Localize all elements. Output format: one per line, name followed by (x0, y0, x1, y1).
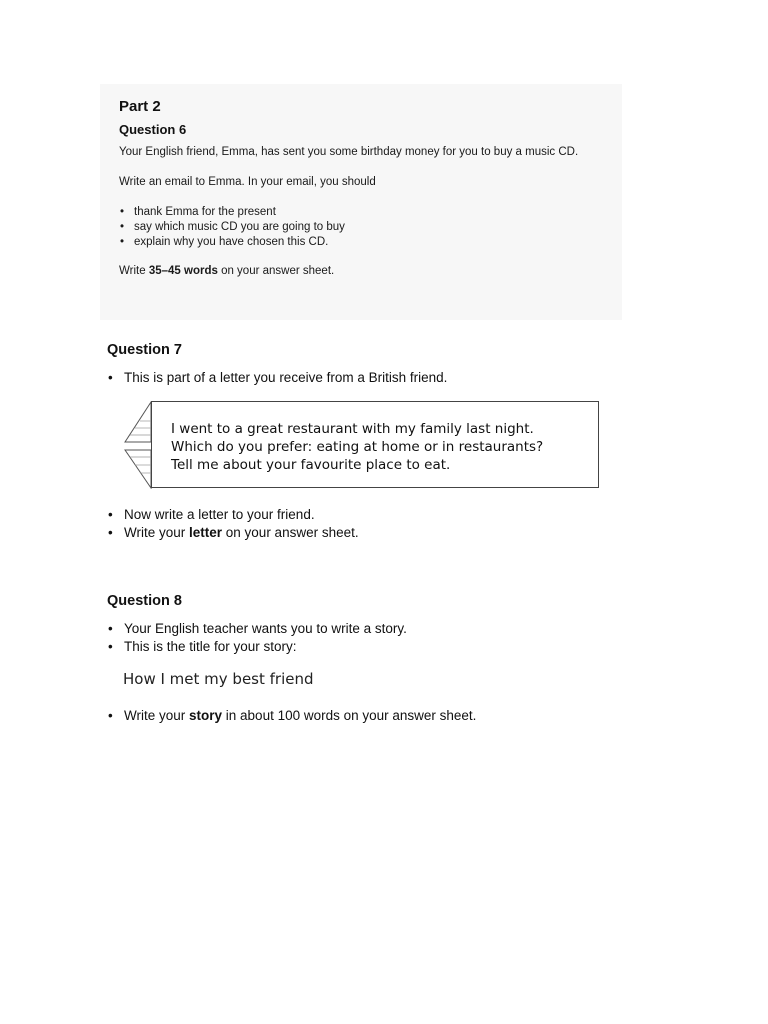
text-span: Write (119, 265, 149, 277)
list-item: • This is part of a letter you receive from a British friend. (107, 369, 447, 387)
letter-line: I went to a great restaurant with my family last night. (171, 421, 534, 437)
folded-letter-icon (122, 401, 154, 489)
question-6-word-limit (119, 265, 334, 277)
letter-line: Which do you prefer: eating at home or in restaurants? (171, 439, 544, 455)
word-count-emphasis: 35–45 words (148, 265, 218, 277)
letter-excerpt-box (151, 401, 599, 488)
list-item: • Your English teacher wants you to write a story. (107, 620, 407, 638)
letter-excerpt-text (171, 420, 543, 474)
part-title: Part 2 (119, 98, 161, 115)
list-item: • Now write a letter to your friend. (107, 506, 359, 524)
list-item (107, 707, 476, 725)
question-8-instructions (107, 707, 476, 725)
question-7-instructions (107, 506, 359, 542)
question-7-title: Question 7 (107, 342, 182, 358)
question-6-task: Write an email to Emma. In your email, you should (119, 176, 376, 188)
list-item: • thank Emma for the present (119, 205, 345, 220)
text-span: on your answer sheet. (222, 525, 359, 540)
list-item (107, 524, 359, 542)
emphasis-text: letter (189, 525, 223, 540)
emphasis-text: story (189, 708, 223, 723)
letter-line: Tell me about your favourite place to eat. (171, 457, 451, 473)
question-7-intro-list (107, 369, 447, 387)
question-6-title: Question 6 (119, 122, 187, 137)
question-6-bullet-list (119, 205, 345, 250)
list-item: • This is the title for your story: (107, 638, 407, 656)
part2-panel (100, 84, 622, 320)
list-item: • say which music CD you are going to buy (119, 220, 345, 235)
text-span: Write your (124, 525, 190, 540)
question-8-intro-list (107, 620, 407, 656)
list-item: • explain why you have chosen this CD. (119, 235, 345, 250)
text-span: in about 100 words on your answer sheet. (222, 708, 477, 723)
text-span: Write your (124, 708, 190, 723)
text-span: on your answer sheet. (217, 265, 335, 277)
story-title: How I met my best friend (123, 670, 314, 688)
question-8-title: Question 8 (107, 593, 182, 609)
question-6-intro: Your English friend, Emma, has sent you some birthday money for you to buy a music CD. (119, 146, 579, 158)
